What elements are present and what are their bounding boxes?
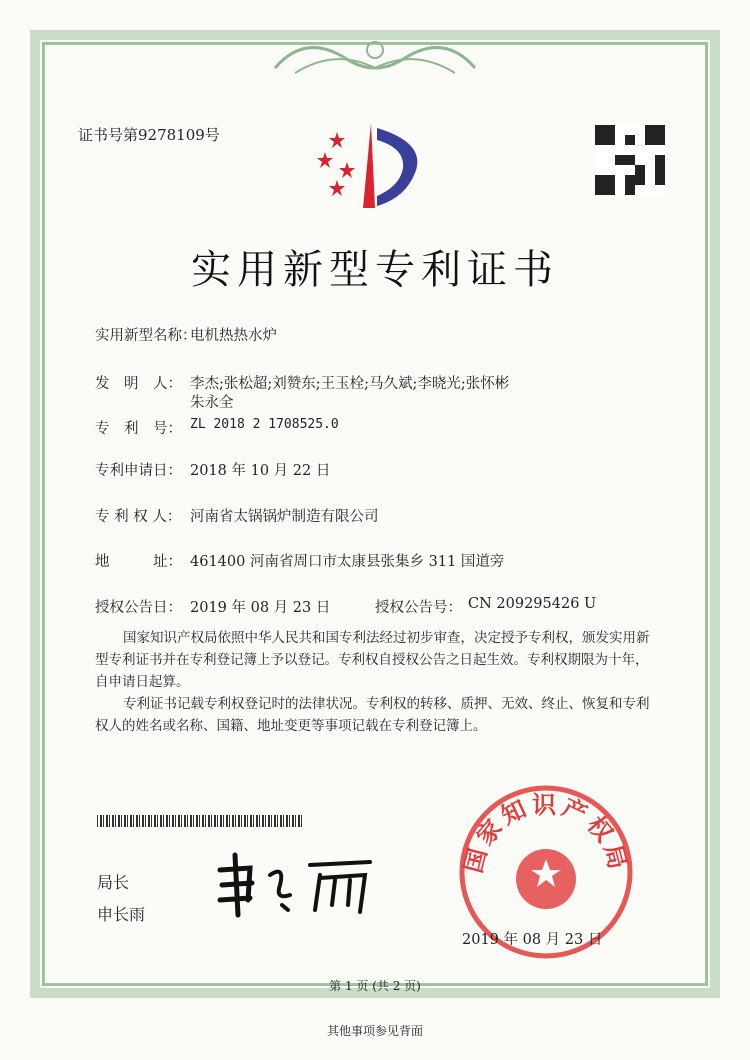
field-value-pub-no: CN 209295426 U (468, 596, 597, 612)
field-value-inventors: 李杰;张松超;刘赞东;王玉栓;马久斌;李晓光;张怀彬 (190, 376, 510, 392)
signer-title: 局长 (97, 873, 130, 892)
cnipa-logo-icon (315, 118, 435, 210)
field-label-name: 实用新型名称： (95, 328, 197, 344)
seal-text: 国家知识产权局 (459, 790, 633, 876)
field-value-patent-no: ZL 2018 2 1708525.0 (190, 417, 339, 432)
signer-name: 申长雨 (97, 905, 146, 924)
field-value-patentee: 河南省太锅锅炉制造有限公司 (190, 509, 379, 525)
field-value-name: 电机热热水炉 (190, 328, 277, 344)
field-value-inventors-cont: 朱永全 (190, 395, 234, 411)
border-ornament-icon (265, 28, 485, 88)
barcode (97, 815, 302, 827)
statement-paragraph-1: 国家知识产权局依照中华人民共和国专利法经过初步审查，决定授予专利权，颁发实用新型专利证书并在专利登记簿上予以登记。专利权自授权公告之日起生效。专利权期限为十年，自申请日起算。 (95, 630, 650, 690)
field-value-address: 461400 河南省周口市太康县张集乡 311 国道旁 (190, 554, 505, 570)
field-label-grant-date: 授权公告日： (95, 600, 182, 616)
certificate-number: 证书号第9278109号 (78, 126, 220, 144)
field-label-patent-no: 专 利 号： (95, 421, 182, 437)
issue-date: 2019 年 08 月 23 日 (462, 932, 603, 948)
statement-paragraph-2: 专利证书记载专利权登记时的法律状况。专利权的转移、质押、无效、终止、恢复和专利权人的姓名或名称、国籍、地址变更等事项记载在专利登记簿上。 (95, 696, 650, 734)
page-title: 实用新型专利证书 (191, 247, 559, 293)
field-label-inventors: 发 明 人： (95, 376, 182, 392)
signature-image (210, 850, 380, 920)
field-label-application-date: 专利申请日： (95, 463, 182, 479)
field-label-address: 地 址： (95, 554, 182, 570)
field-label-patentee: 专 利 权 人： (95, 509, 182, 525)
qr-code-icon (595, 125, 665, 195)
footer-note: 其他事项参见背面 (326, 1024, 423, 1038)
field-value-application-date: 2018 年 10 月 22 日 (190, 463, 331, 479)
field-label-pub-no: 授权公告号： (375, 600, 462, 616)
page-info: 第 1 页 (共 2 页) (329, 979, 421, 993)
field-value-grant-date: 2019 年 08 月 23 日 (190, 600, 331, 616)
